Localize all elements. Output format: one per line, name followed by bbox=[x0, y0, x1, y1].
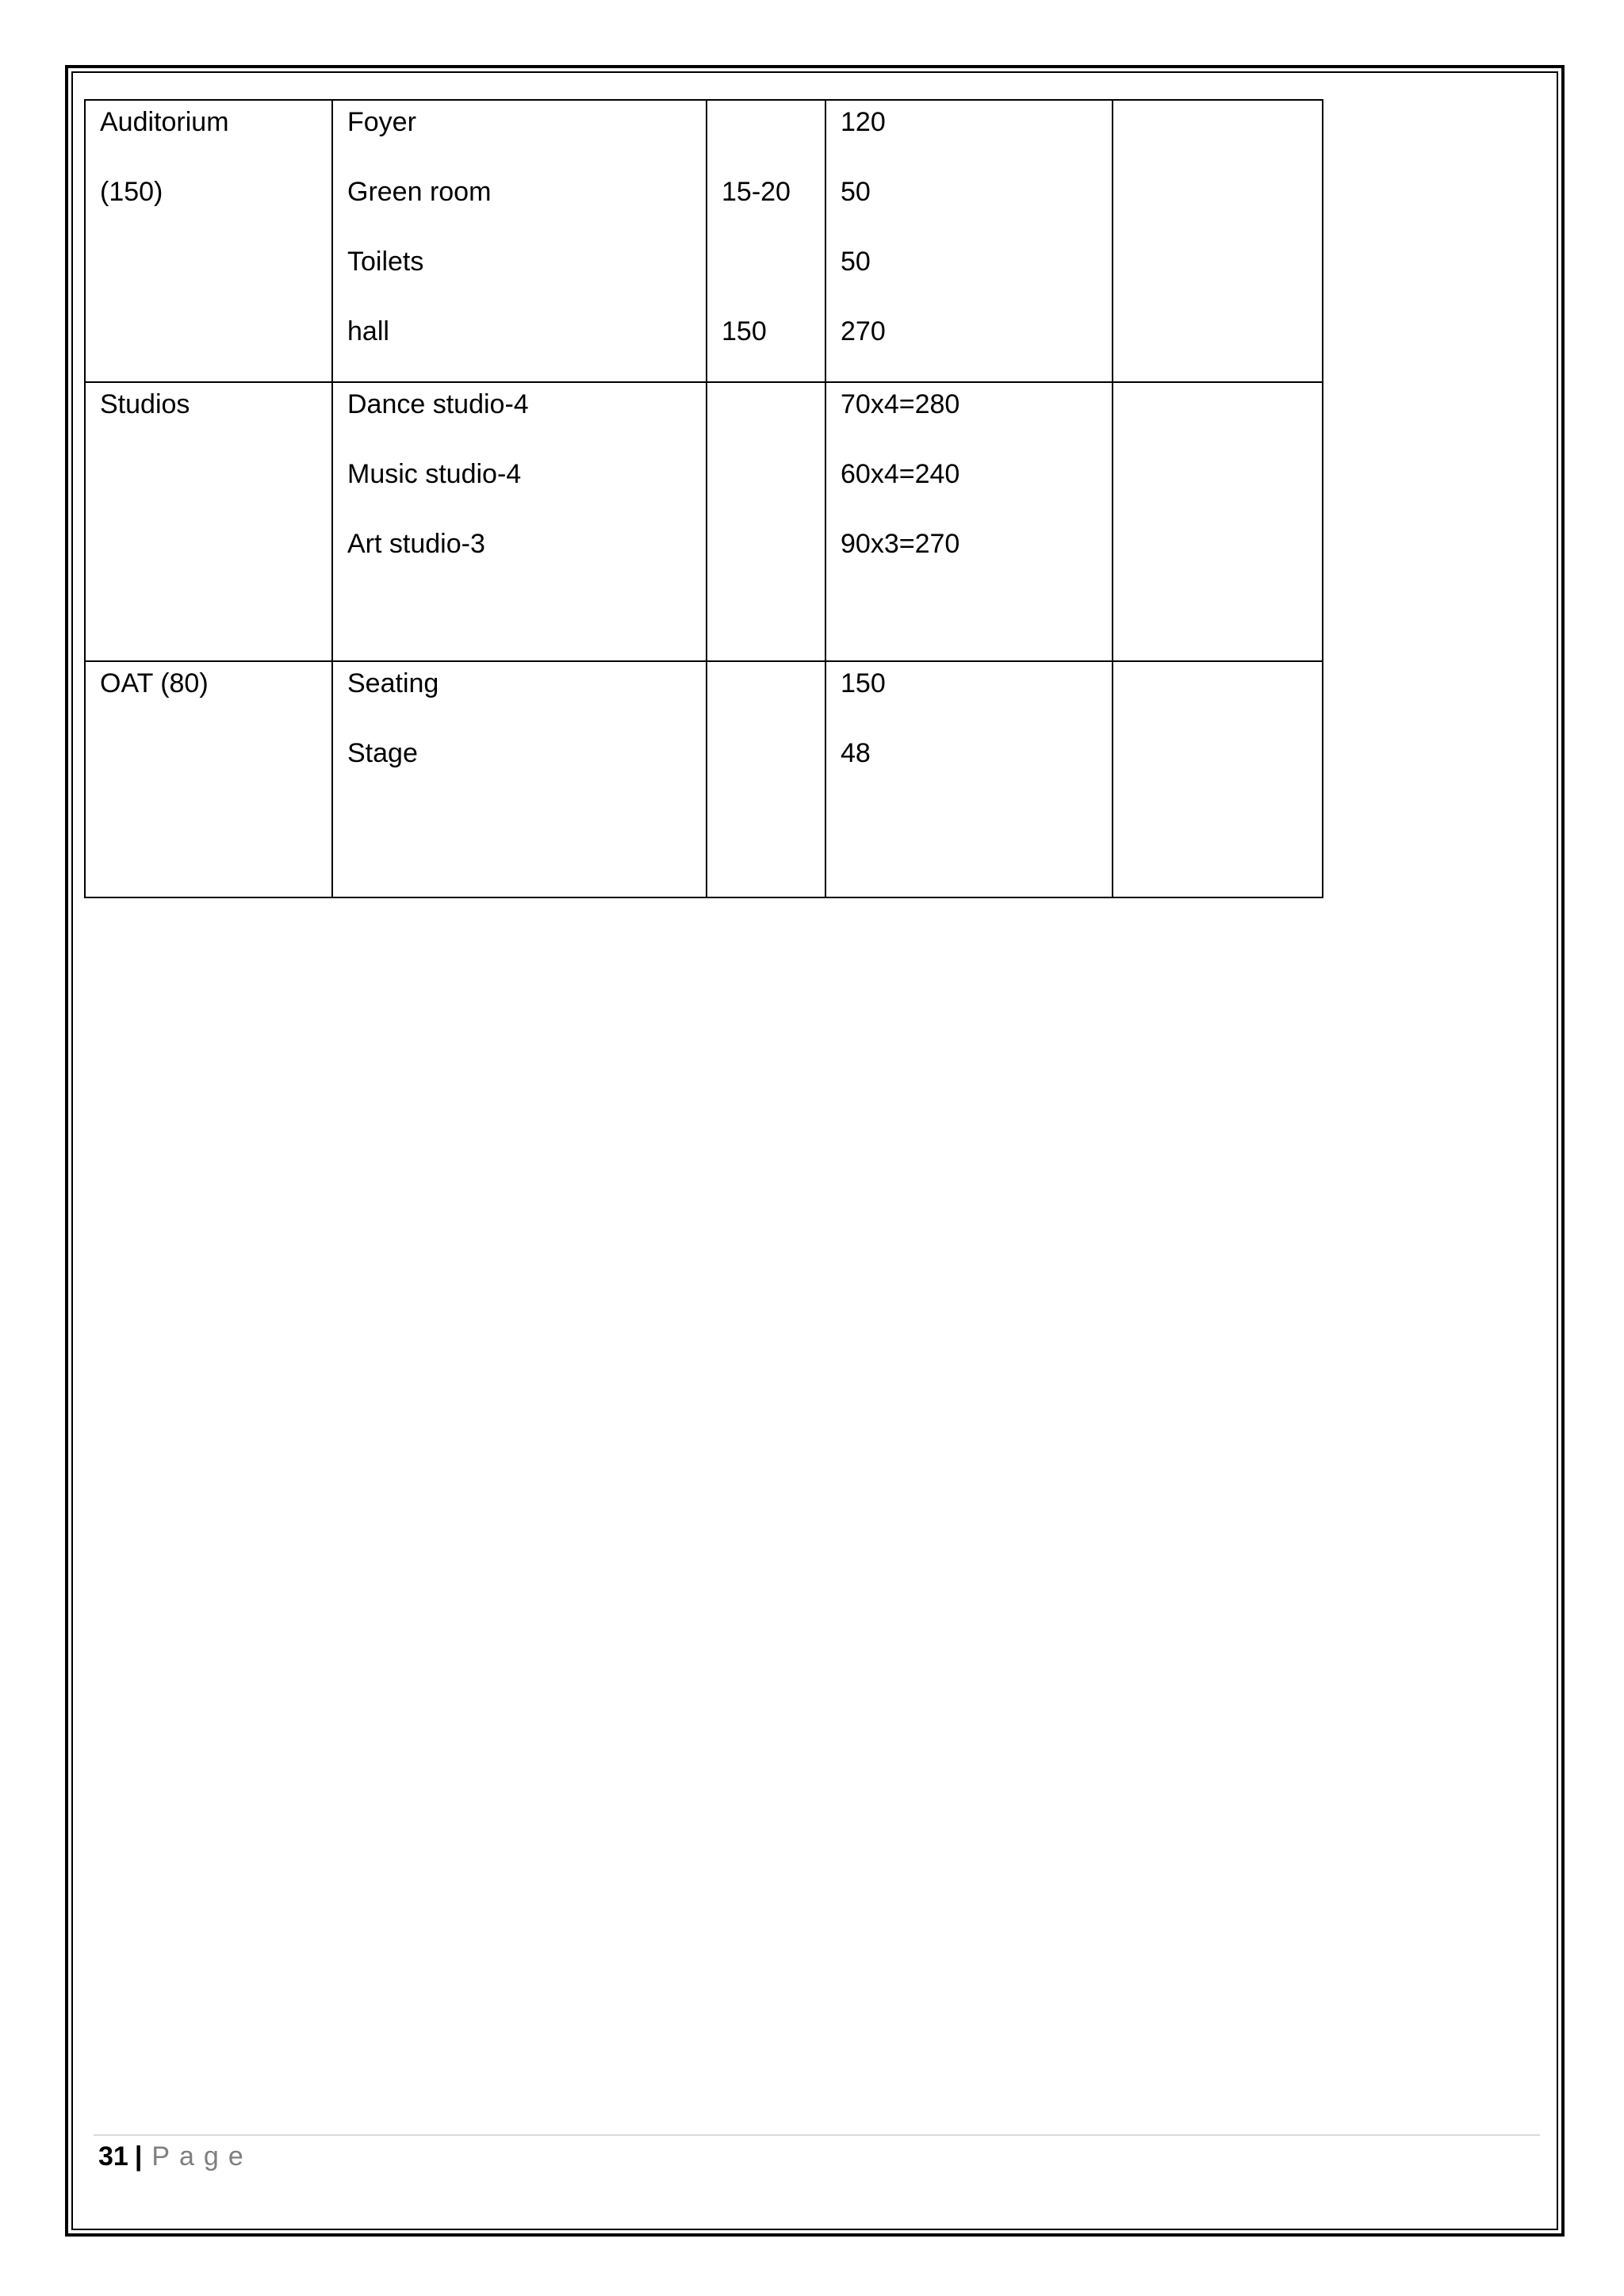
unit-value: 150 bbox=[722, 316, 767, 346]
table-row bbox=[85, 382, 1323, 661]
size-value: 90x3=270 bbox=[841, 529, 960, 559]
area-name: hall bbox=[347, 316, 389, 346]
units-cell bbox=[707, 382, 825, 661]
area-name: Music studio-4 bbox=[347, 459, 522, 489]
sizes-cell bbox=[825, 382, 1113, 661]
table-row bbox=[85, 100, 1323, 382]
size-value: 50 bbox=[841, 177, 871, 207]
unit-value: 15-20 bbox=[722, 177, 791, 207]
units-cell bbox=[707, 661, 825, 897]
space-cell bbox=[85, 100, 332, 382]
unit-value bbox=[722, 242, 810, 312]
size-value: 270 bbox=[841, 316, 886, 346]
size-value: 120 bbox=[841, 107, 886, 137]
area-name: Toilets bbox=[347, 247, 424, 277]
space-cell bbox=[85, 382, 332, 661]
areas-cell bbox=[332, 382, 707, 661]
space-name: Auditorium bbox=[100, 107, 229, 137]
page-label: Page bbox=[151, 2141, 253, 2172]
page-footer bbox=[98, 2141, 253, 2172]
units-cell bbox=[707, 100, 825, 382]
footer-divider bbox=[94, 2134, 1540, 2136]
sizes-cell bbox=[825, 661, 1113, 897]
remarks-cell bbox=[1113, 100, 1323, 382]
area-name: Seating bbox=[347, 668, 439, 698]
space-cell bbox=[85, 661, 332, 897]
space-name: OAT (80) bbox=[100, 668, 209, 698]
size-value: 48 bbox=[841, 738, 871, 768]
sizes-cell bbox=[825, 100, 1113, 382]
size-value: 60x4=240 bbox=[841, 459, 960, 489]
areas-cell bbox=[332, 100, 707, 382]
remarks-cell bbox=[1113, 382, 1323, 661]
unit-value bbox=[722, 102, 810, 172]
space-name: Studios bbox=[100, 389, 190, 419]
areas-cell bbox=[332, 661, 707, 897]
table-row bbox=[85, 661, 1323, 897]
footer-separator: | bbox=[134, 2141, 143, 2172]
area-name: Green room bbox=[347, 177, 492, 207]
size-value: 150 bbox=[841, 668, 886, 698]
size-value: 70x4=280 bbox=[841, 389, 960, 419]
space-requirements-table bbox=[84, 99, 1323, 898]
area-name: Foyer bbox=[347, 107, 416, 137]
area-name: Stage bbox=[347, 738, 418, 768]
space-capacity: (150) bbox=[100, 177, 163, 207]
area-name: Dance studio-4 bbox=[347, 389, 529, 419]
area-name: Art studio-3 bbox=[347, 529, 485, 559]
page-number: 31 bbox=[98, 2141, 128, 2172]
size-value: 50 bbox=[841, 247, 871, 277]
remarks-cell bbox=[1113, 661, 1323, 897]
